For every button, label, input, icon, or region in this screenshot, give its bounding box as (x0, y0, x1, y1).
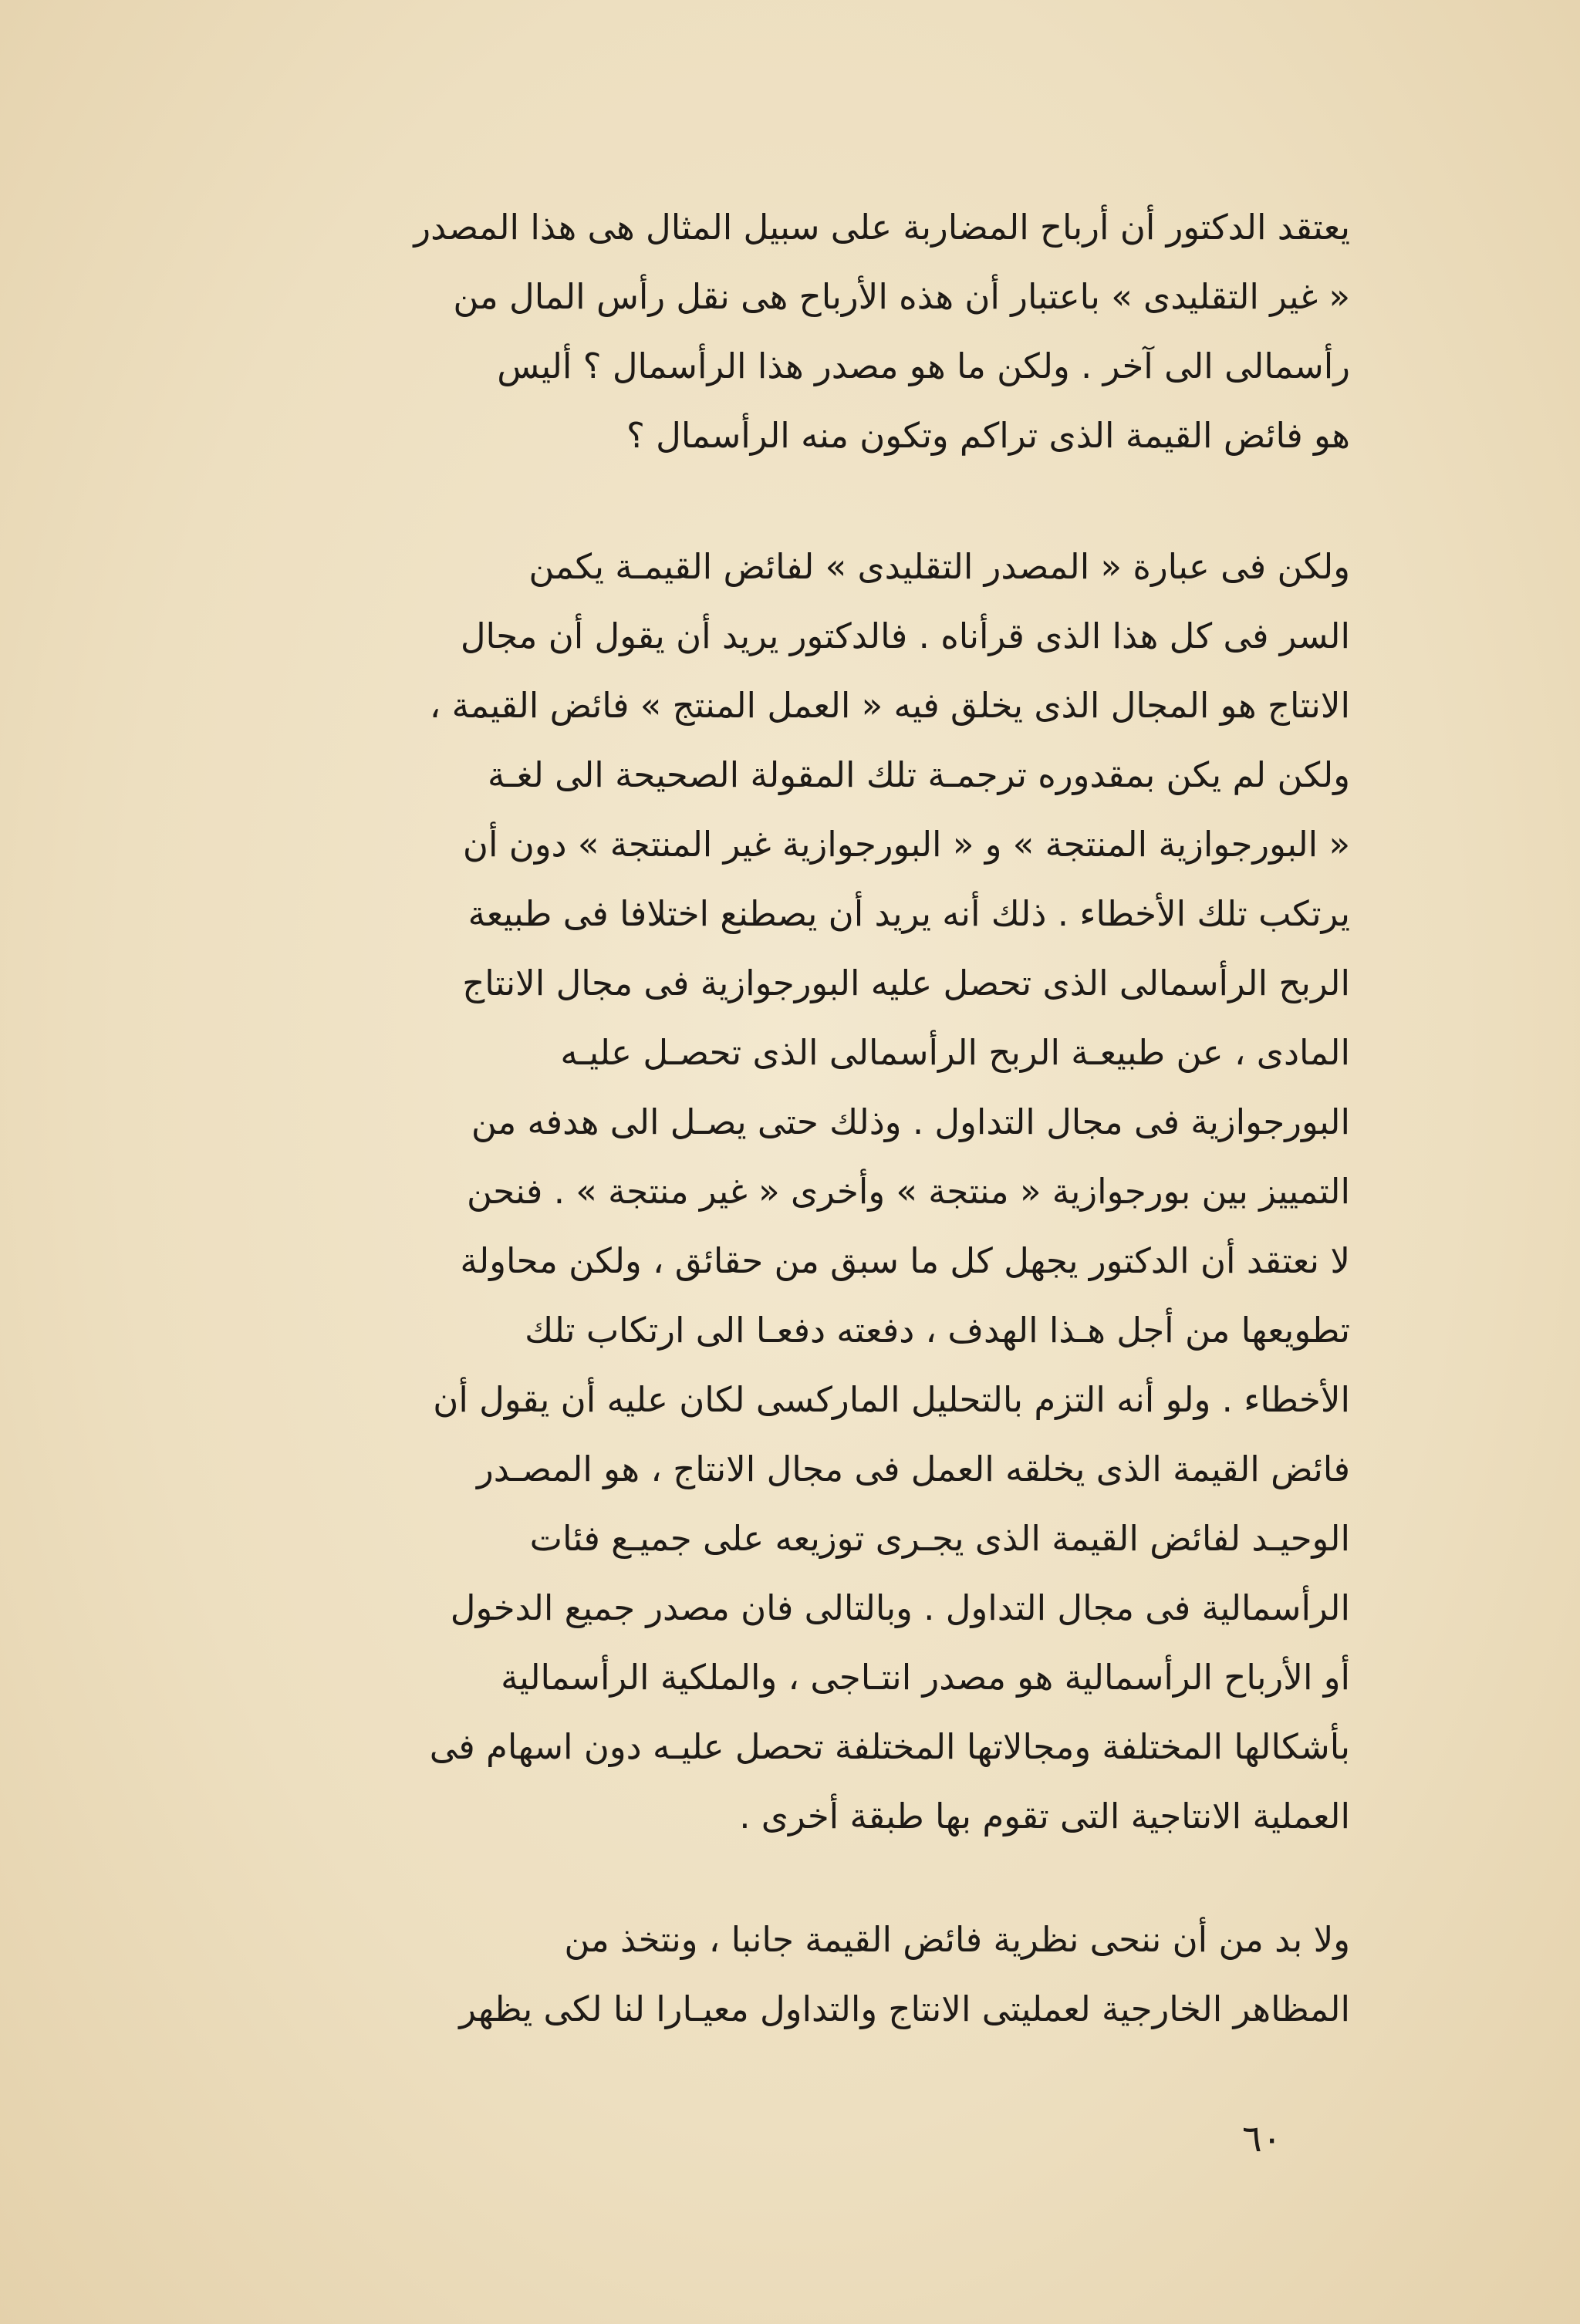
text-line: ولكن فى عبارة « المصدر التقليدى » لفائض القيمـة يكمن (528, 546, 1350, 587)
text-line: لا نعتقد أن الدكتور يجهل كل ما سبق من حقائق ، ولكن محاولة (460, 1240, 1350, 1281)
text-line: ولا بد من أن ننحى نظرية فائض القيمة جانبا ، ونتخذ من (564, 1919, 1350, 1960)
text-line: المادى ، عن طبيعـة الربح الرأسمالى الذى تحصـل عليـه (560, 1032, 1350, 1073)
text-line: « غير التقليدى » باعتبار أن هذه الأرباح هى نقل رأس المال من (453, 276, 1350, 317)
text-line: أو الأرباح الرأسمالية هو مصدر انتـاجى ، والملكية الرأسمالية (501, 1657, 1350, 1698)
text-line: تطويعها من أجل هـذا الهدف ، دفعته دفعـا الى ارتكاب تلك (525, 1310, 1350, 1351)
page-number: ٦٠ (1242, 2117, 1282, 2160)
text-line: فائض القيمة الذى يخلقه العمل فى مجال الانتاج ، هو المصـدر (477, 1449, 1350, 1489)
text-line: السر فى كل هذا الذى قرأناه . فالدكتور يريد أن يقول أن مجال (460, 616, 1350, 656)
text-line: المظاهر الخارجية لعمليتى الانتاج والتداول معيـارا لنا لكى يظهر (459, 1988, 1350, 2029)
text-line: « البورجوازية المنتجة » و « البورجوازية غير المنتجة » دون أن (462, 824, 1350, 865)
text-line: الرأسمالية فى مجال التداول . وبالتالى فان مصدر جميع الدخول (450, 1587, 1350, 1628)
paragraph-1 (108, 193, 1350, 471)
text-line: الانتاج هو المجال الذى يخلق فيه « العمل المنتج » فائض القيمة ، (429, 685, 1350, 726)
text-line: ولكن لم يكن بمقدوره ترجمـة تلك المقولة الصحيحة الى لغـة (488, 754, 1350, 795)
text-line: بأشكالها المختلفة ومجالاتها المختلفة تحصل عليـه دون اسهام فى (429, 1726, 1350, 1767)
text-line: هو فائض القيمة الذى تراكم وتكون منه الرأسمال ؟ (626, 415, 1350, 456)
text-line: البورجوازية فى مجال التداول . وذلك حتى يصـل الى هدفه من (471, 1101, 1350, 1142)
paragraph-3 (108, 1905, 1350, 2044)
text-line: العملية الانتاجية التى تقوم بها طبقة أخرى . (739, 1796, 1350, 1837)
paragraph-2 (108, 532, 1350, 1851)
text-line: يعتقد الدكتور أن أرباح المضاربة على سبيل المثال هى هذا المصدر (414, 207, 1350, 248)
text-line: الأخطاء . ولو أنه التزم بالتحليل الماركسى لكان عليه أن يقول أن (433, 1379, 1350, 1420)
text-line: التمييز بين بورجوازية « منتجة » وأخرى « غير منتجة » . فنحن (467, 1171, 1350, 1212)
text-line: الربح الرأسمالى الذى تحصل عليه البورجوازية فى مجال الانتاج (462, 963, 1350, 1003)
text-line: الوحيـد لفائض القيمة الذى يجـرى توزيعه على جميـع فئات (529, 1518, 1350, 1559)
text-line: رأسمالى الى آخر . ولكن ما هو مصدر هذا الرأسمال ؟ أليس (497, 346, 1350, 386)
text-line: يرتكب تلك الأخطاء . ذلك أنه يريد أن يصطنع اختلافا فى طبيعة (468, 893, 1350, 934)
